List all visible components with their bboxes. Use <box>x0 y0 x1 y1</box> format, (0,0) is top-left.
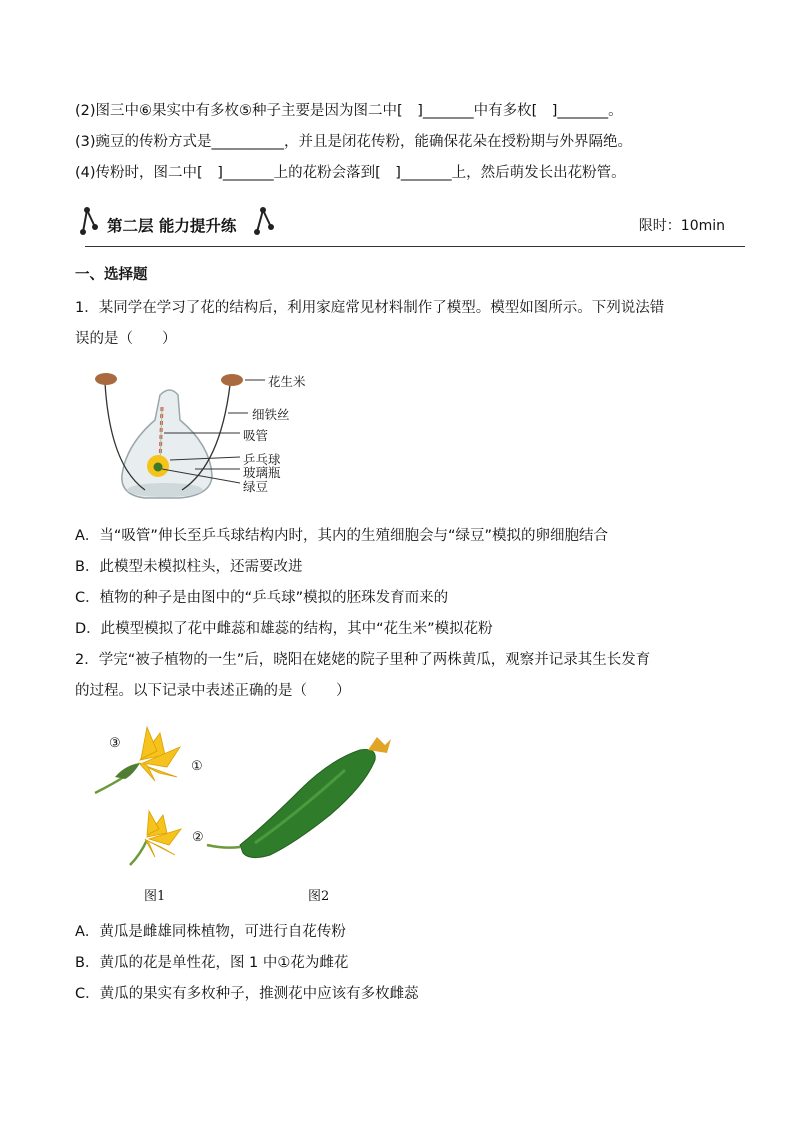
header-divider <box>85 246 745 247</box>
label-mungbean: 绿豆 <box>243 479 269 494</box>
label-pingpong: 乒乓球 <box>243 452 281 467</box>
q1-option-d: D．此模型模拟了花中雌蕊和雄蕊的结构，其中“花生米”模拟花粉 <box>75 621 493 637</box>
cucumber-illustration <box>85 715 405 905</box>
cucumber-figure <box>85 715 405 905</box>
label-straw: 吸管 <box>243 428 269 443</box>
q1-stem-line1: 1．某同学在学习了花的结构后，利用家庭常见材料制作了模型。模型如图所示。下列说法错 <box>75 300 665 316</box>
mark-1: ① <box>191 759 203 774</box>
label-peanut: 花生米 <box>268 374 306 389</box>
question-4-text: (4)传粉时，图二中[ ]_______上的花粉会落到[ ]_______上，然后萌发长出花粉管。 <box>75 165 626 181</box>
q2-option-c: C．黄瓜的果实有多枚种子，推测花中应该有多枚雌蕊 <box>75 986 419 1002</box>
section-title: 第二层 能力提升练 <box>107 217 237 235</box>
right-decoration-icon <box>249 205 277 237</box>
flower-model-illustration <box>90 365 350 510</box>
time-limit: 限时：10min <box>638 218 725 234</box>
question-3-text: (3)豌豆的传粉方式是__________，并且是闭花传粉，能确保花朵在授粉期与外界隔绝。 <box>75 134 633 150</box>
q2-stem-line1: 2．学完“被子植物的一生”后，晓阳在姥姥的院子里种了两株黄瓜，观察并记录其生长发育 <box>75 652 651 668</box>
q1-option-b: B．此模型未模拟柱头，还需要改进 <box>75 559 303 575</box>
label-bottle: 玻璃瓶 <box>243 465 281 480</box>
question-2-text: (2)图三中⑥果实中有多枚⑤种子主要是因为图二中[ ]_______中有多枚[ ]_______。 <box>75 103 623 119</box>
label-wire: 细铁丝 <box>252 407 290 422</box>
q1-option-a: A．当“吸管”伸长至乒乓球结构内时，其内的生殖细胞会与“绿豆”模拟的卵细胞结合 <box>75 528 608 544</box>
q2-stem-line2: 的过程。以下记录中表述正确的是（ ） <box>75 683 351 699</box>
mark-2: ② <box>192 830 204 845</box>
figure-2-caption: 图2 <box>308 889 330 904</box>
figure-1-caption: 图1 <box>144 889 166 904</box>
mark-3: ③ <box>109 736 121 751</box>
section-header <box>75 203 745 249</box>
q1-option-c: C．植物的种子是由图中的“乒乓球”模拟的胚珠发育而来的 <box>75 590 449 606</box>
section-heading: 一、选择题 <box>75 267 148 283</box>
q1-stem-line2: 误的是（ ） <box>75 331 177 347</box>
flower-model-figure <box>90 365 350 510</box>
q2-option-a: A．黄瓜是雌雄同株植物，可进行自花传粉 <box>75 924 346 940</box>
left-decoration-icon <box>77 205 105 237</box>
q2-option-b: B．黄瓜的花是单性花，图 1 中①花为雌花 <box>75 955 349 971</box>
